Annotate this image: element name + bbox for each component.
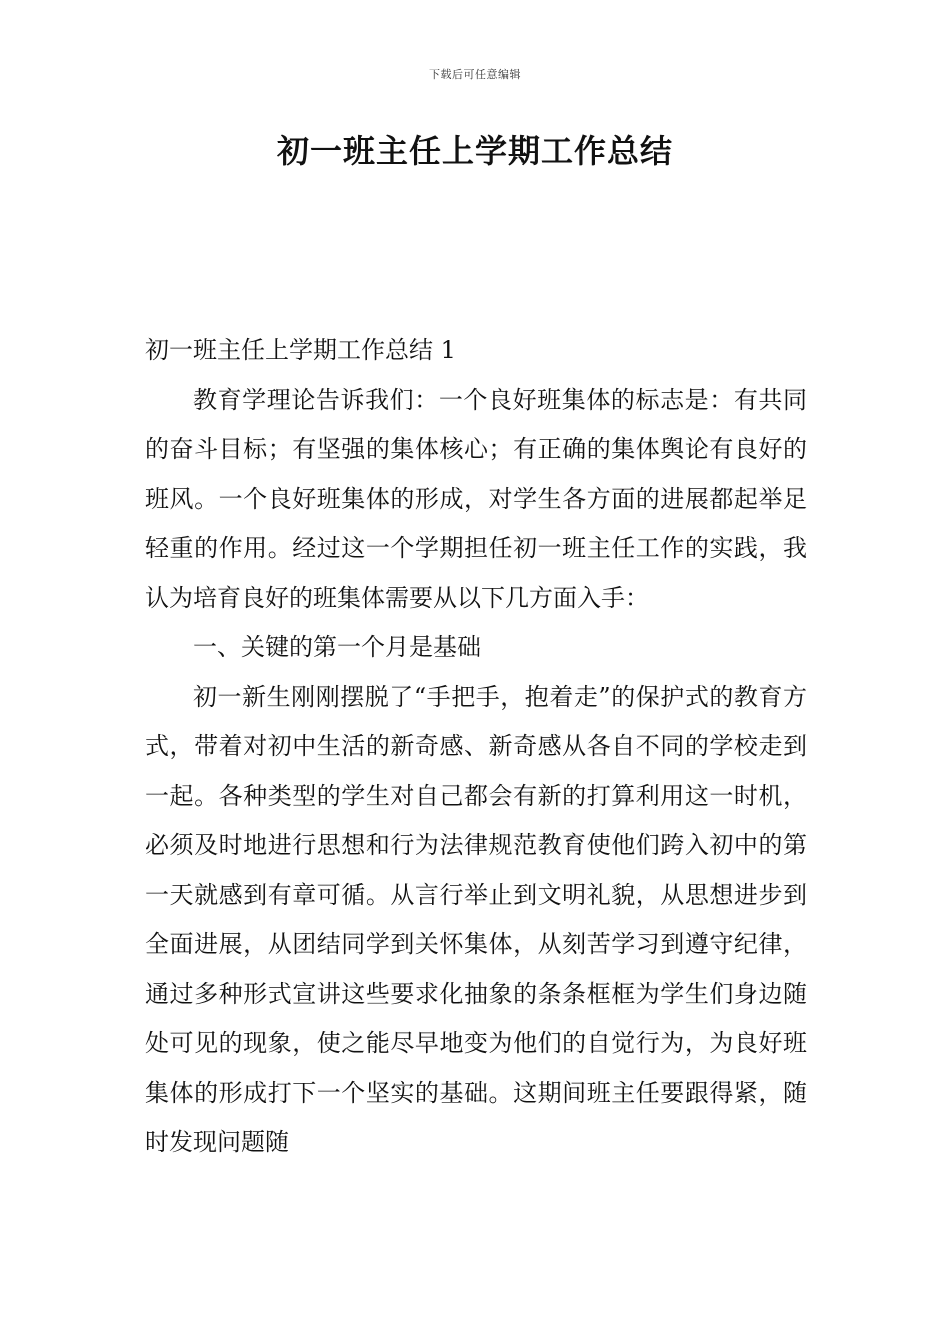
paragraph-intro: 教育学理论告诉我们：一个良好班集体的标志是：有共同的奋斗目标；有坚强的集体核心；有正确的集体舆论有良好的班风。一个良好班集体的形成，对学生各方面的进展都起举足轻重的作用。经过这一个学期担任初一班主任工作的实践，我认为培育良好的班集体需要从以下几方面入手：	[145, 385, 807, 612]
document-title: 初一班主任上学期工作总结	[276, 132, 673, 170]
paragraph-first-month: 初一新生刚刚摆脱了“手把手，抱着走”的保护式的教育方式，带着对初中生活的新奇感、新奇感从各自不同的学校走到一起。各种类型的学生对自己都会有新的打算利用这一时机，必须及时地进行思想和行为法律规范教育使他们跨入初中的第一天就感到有章可循。从言行举止到文明礼貌，从思想进步到全面进展，从团结同学到关怀集体，从刻苦学习到遵守纪律，通过多种形式宣讲这些要求化抽象的条条框框为学生们身边随处可见的现象，使之能尽早地变为他们的自觉行为，为良好班集体的形成打下一个坚实的基础。这期间班主任要跟得紧，随时发现问题随	[145, 682, 807, 1156]
subheading-first-month: 一、关键的第一个月是基础	[193, 633, 481, 661]
document-body	[145, 326, 807, 1168]
header-note: 下载后可任意编辑	[429, 68, 521, 81]
section-title: 初一班主任上学期工作总结 1	[145, 336, 456, 364]
